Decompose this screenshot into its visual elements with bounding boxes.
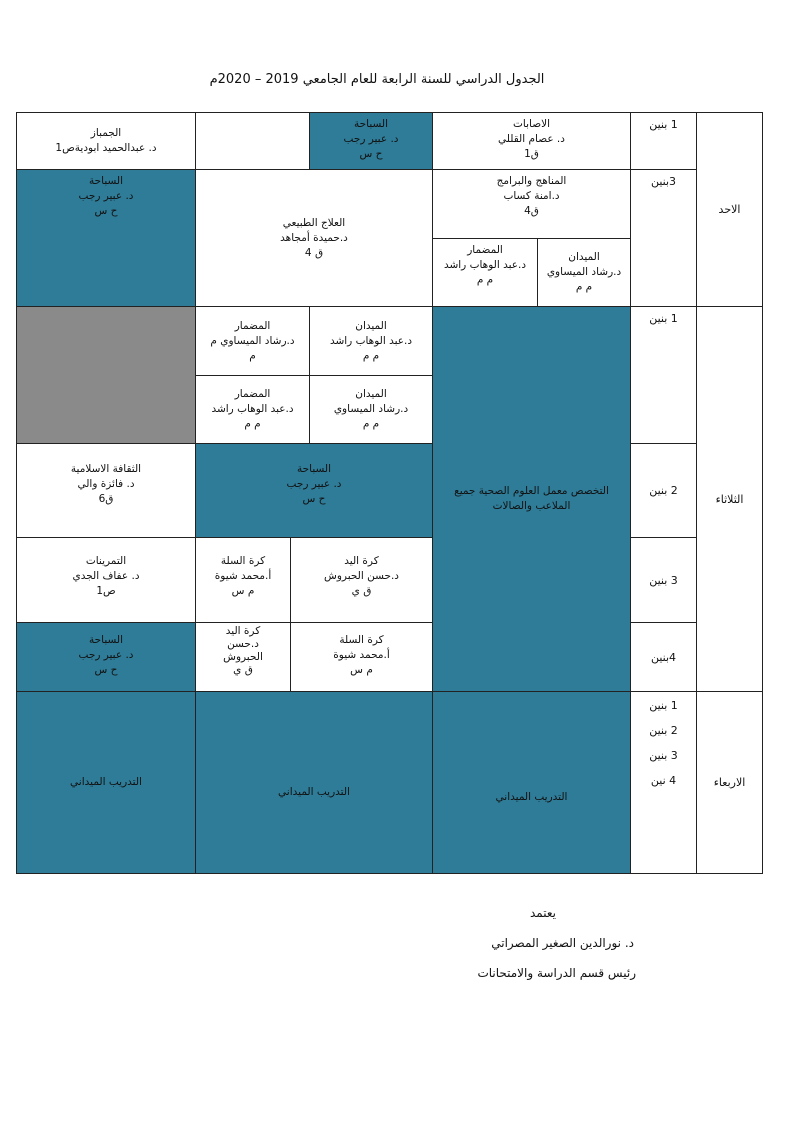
session-track-tue-b: الميدان د.رشاد الميساوي م م [309,375,433,444]
session-handball-b: كرة اليد د.حسن الحبروش ق ي [195,622,291,692]
session-basketball-b: كرة السلة أ.محمد شيوة م س [290,622,433,692]
period-wed-1: 1 بنين [649,699,678,712]
period-sun-3: 3بنين [630,169,697,307]
session-islamic-culture: الثقافة الاسلامية د. فائزة والي ق6 [16,443,196,538]
session-curricula: المناهج والبرامج د.امنة كساب ق4 [432,169,631,239]
session-physiotherapy: العلاج الطبيعي د.حميدة أمجاهد ق 4 [195,169,433,307]
session-swim-c: السباحة د. عبير رجب ح س [195,443,433,538]
period-tue-2: 2 بنين [630,443,697,538]
period-wed-3: 3 بنين [649,749,678,762]
session-swim-b: السباحة د. عبير رجب ح س [16,169,196,307]
session-gymnastics: الجمباز د. عبدالحميد ابوديةص1 [16,112,196,170]
session-handball-a: كرة اليد د.حسن الحبروش ق ي [290,537,433,623]
day-tuesday: الثلاثاء [696,306,763,692]
session-field-training-1: التدريب الميداني [432,691,631,874]
session-specialization: التخصص معمل العلوم الصحية جميع الملاعب والصالات [432,306,631,692]
session-track-tue-a: الميدان د.عبد الوهاب راشد م م [309,306,433,376]
period-tue-4: 4بنين [630,622,697,692]
period-wed-4: 4 نين [650,774,677,787]
period-tue-3: 3 بنين [630,537,697,623]
session-swim-a: السباحة د. عبير رجب ح س [309,112,433,170]
blocked-cell [16,306,196,444]
footer-name: د. نورالدين الصغير المصراتي [491,936,634,950]
session-field-training-3: التدريب الميداني [16,691,196,874]
session-exercises: التمرينات د. عفاف الجدي ص1 [16,537,196,623]
footer-role: رئيس قسم الدراسة والامتحانات [477,966,636,980]
period-sun-1: 1 بنين [630,112,697,170]
session-field-tue-b: المضمار د.عبد الوهاب راشد م م [195,375,310,444]
period-wed-2: 2 بنين [649,724,678,737]
session-basketball-a: كرة السلة أ.محمد شيوة م س [195,537,291,623]
empty-cell-sun-1 [195,112,310,170]
page-title: الجدول الدراسي للسنة الرابعة للعام الجامعي 2019 – 2020م [209,72,545,87]
session-injuries: الاصابات د. عصام القللي ق1 [432,112,631,170]
session-field-tue-a: المضمار د.رشاد الميساوي م م [195,306,310,376]
session-swim-d: السباحة د. عبير رجب ح س [16,622,196,692]
session-field-sun: المضمار د.عبد الوهاب راشد م م [432,238,538,307]
session-field-training-2: التدريب الميداني [195,691,433,874]
footer-approved: يعتمد [530,906,556,920]
session-track-sun: الميدان د.رشاد الميساوي م م [537,238,631,307]
day-sunday: الاحد [696,112,763,307]
day-wednesday: الاربعاء [696,691,763,874]
period-wed [630,691,697,874]
period-tue-1: 1 بنين [630,306,697,444]
